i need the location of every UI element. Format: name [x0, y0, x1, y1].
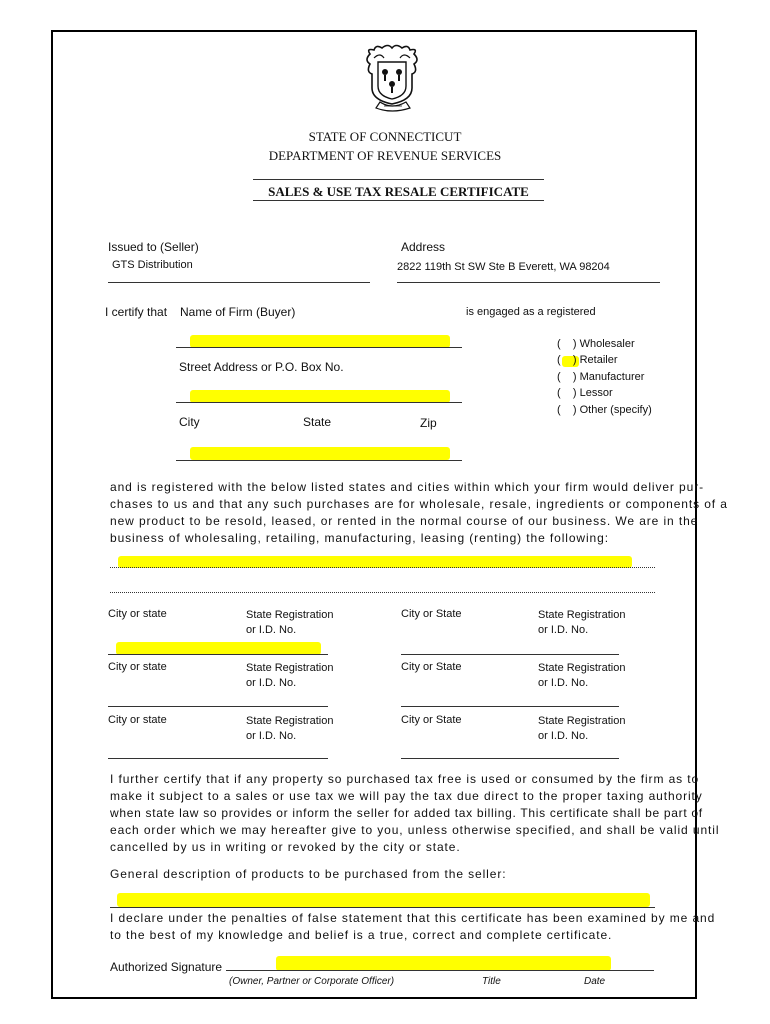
paragraph-line: make it subject to a sales or use tax we will pay the tax due direct to the proper taxing authority [110, 789, 703, 803]
registration-line [108, 758, 328, 759]
row-right-reg-label [538, 661, 625, 691]
reg-label-line: State Registration [538, 609, 626, 621]
row-left-city-label: City or state [108, 714, 167, 726]
address-value[interactable]: 2822 119th St SW Ste B Everett, WA 98204 [397, 261, 610, 273]
business-dotted-line-1 [110, 567, 655, 568]
row-right-city-label: City or State [401, 714, 462, 726]
street-line [176, 402, 462, 403]
row-right-city-label: City or State [401, 608, 462, 620]
row-right-reg-label [538, 714, 625, 744]
reg-label-line: State Registration [246, 609, 334, 621]
business-dotted-line-2 [110, 592, 655, 593]
paragraph-line: business of wholesaling, retailing, manufacturing, leasing (renting) the following: [110, 531, 609, 545]
city-state-zip-field[interactable] [190, 447, 450, 460]
address-label: Address [401, 240, 446, 254]
paragraph-line: each order which we may hereafter give to you, unless otherwise specified, and shall be valid until [110, 823, 720, 837]
city-label: City [179, 415, 200, 429]
reg-label-line: State Registration [538, 662, 626, 674]
state-label: State [303, 415, 332, 429]
address-line [397, 282, 660, 283]
registration-line [401, 758, 619, 759]
firm-label: Name of Firm (Buyer) [180, 305, 296, 319]
reg-label-line: State Registration [246, 715, 334, 727]
paragraph-line: when state law so provides or inform the seller for added tax billing. This certificate shall be part of [110, 806, 703, 820]
other-label: Other (specify) [579, 404, 652, 416]
title-top-rule [253, 179, 544, 180]
retailer-label: Retailer [579, 354, 618, 366]
products-label: General description of products to be purchased from the seller: [110, 867, 507, 881]
manufacturer-label: Manufacturer [579, 371, 645, 383]
further-certify-paragraph [110, 771, 719, 856]
signature-field[interactable] [276, 956, 611, 971]
registration-line [108, 654, 328, 655]
products-description-field[interactable] [117, 893, 650, 907]
manufacturer-checkbox[interactable]: ( ) Manufacturer [557, 371, 645, 383]
wholesaler-checkbox[interactable]: ( ) Wholesaler [557, 338, 635, 350]
reg-label-line: State Registration [246, 662, 334, 674]
reg-label-line: or I.D. No. [246, 677, 297, 689]
city-state-zip-line [176, 460, 462, 461]
other-checkbox[interactable]: ( ) Other (specify) [557, 404, 652, 416]
paragraph-line: I declare under the penalties of false statement that this certificate has been examined by me and [110, 911, 716, 925]
registration-line [401, 706, 619, 707]
title-bottom-rule [253, 200, 544, 201]
street-label: Street Address or P.O. Box No. [179, 360, 344, 374]
date-caption: Date [584, 976, 606, 987]
row-right-reg-label [538, 608, 625, 638]
signature-label: Authorized Signature [110, 960, 223, 974]
officer-caption: (Owner, Partner or Corporate Officer) [229, 976, 395, 987]
department-name: DEPARTMENT OF REVENUE SERVICES [268, 148, 502, 163]
paragraph-line: and is registered with the below listed states and cities within which your firm would deliver pur- [110, 480, 704, 494]
reg-label-line: or I.D. No. [538, 624, 589, 636]
form-title: SALES & USE TAX RESALE CERTIFICATE [268, 184, 529, 199]
seller-line [108, 282, 370, 283]
registration-line [108, 706, 328, 707]
state-name: STATE OF CONNECTICUT [308, 129, 462, 144]
paragraph-line: cancelled by us in writing or revoked by the city or state. [110, 840, 461, 854]
seller-label: Issued to (Seller) [108, 240, 199, 254]
row-left-city-label: City or state [108, 608, 167, 620]
firm-name-line [176, 347, 462, 348]
reg-label-line: or I.D. No. [538, 677, 589, 689]
registration-line [401, 654, 619, 655]
row-right-city-label: City or State [401, 661, 462, 673]
reg-label-line: or I.D. No. [246, 730, 297, 742]
paragraph-line: to the best of my knowledge and belief is a true, correct and complete certificate. [110, 928, 613, 942]
reg-label-line: or I.D. No. [538, 730, 589, 742]
row-left-city-label: City or state [108, 661, 167, 673]
engaged-label: is engaged as a registered [466, 306, 596, 318]
paragraph-line: chases to us and that any such purchases are for wholesale, resale, ingredients or components of a [110, 497, 728, 511]
row-left-reg-label [246, 608, 333, 638]
seller-value[interactable]: GTS Distribution [112, 259, 193, 271]
paragraph-line: new product to be resold, leased, or rented in the normal course of our business. We are in the [110, 514, 699, 528]
lessor-label: Lessor [579, 387, 613, 399]
wholesaler-label: Wholesaler [579, 338, 635, 350]
declaration-paragraph [110, 910, 715, 944]
reg-label-line: or I.D. No. [246, 624, 297, 636]
lessor-checkbox[interactable]: ( ) Lessor [557, 387, 613, 399]
row-left-reg-label [246, 714, 333, 744]
reg-label-line: State Registration [538, 715, 626, 727]
certify-label: I certify that [105, 305, 168, 319]
products-line [110, 907, 655, 908]
paragraph-line: I further certify that if any property so purchased tax free is used or consumed by the firm as to [110, 772, 700, 786]
registered-paragraph [110, 479, 728, 547]
signature-line [226, 970, 654, 971]
retailer-checkbox[interactable]: ( ) Retailer [557, 354, 618, 366]
row-left-reg-label [246, 661, 333, 691]
title-caption: Title [482, 976, 501, 987]
zip-label: Zip [420, 416, 437, 430]
state-seal-icon [362, 44, 422, 112]
